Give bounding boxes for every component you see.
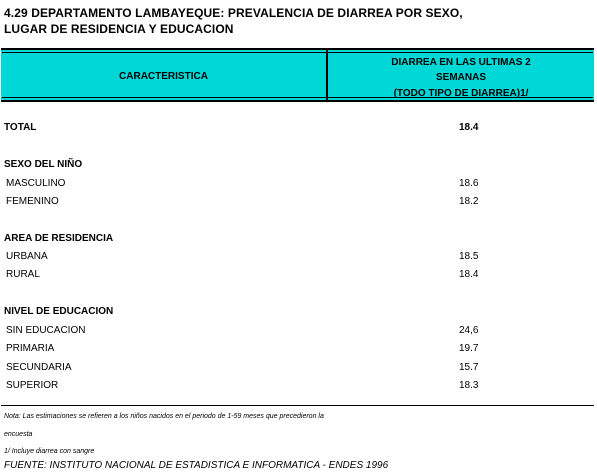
table-title-line2: LUGAR DE RESIDENCIA Y EDUCACION [4,22,234,36]
header-diarrea-line3: (TODO TIPO DE DIARREA)1/ [393,88,529,99]
sexo-row-label: FEMENINO [6,196,59,207]
note-line1: Nota: Las estimaciones se refieren a los niños nacidos en el periodo de 1-59 meses que precedieron la [4,413,324,420]
section-sexo-heading: SEXO DEL NIÑO [4,159,83,170]
sexo-row-value: 18.6 [459,178,479,189]
table-bottom-rule [1,405,594,406]
total-label: TOTAL [4,122,37,133]
educacion-row-value: 15.7 [459,362,479,373]
section-educacion-heading: NIVEL DE EDUCACION [4,306,114,317]
educacion-row-label: PRIMARIA [6,343,55,354]
residencia-row-label: URBANA [6,251,48,262]
table-title-line1: 4.29 DEPARTAMENTO LAMBAYEQUE: PREVALENCIA DE DIARREA POR SEXO, [4,6,463,20]
educacion-row-label: SIN EDUCACION [6,325,86,336]
header-diarrea-line1: DIARREA EN LAS ULTIMAS 2 [391,57,531,68]
note-line3: 1/ Incluye diarrea con sangre [4,448,95,455]
total-value: 18.4 [459,122,479,133]
residencia-row-value: 18.4 [459,269,479,280]
source-line: FUENTE: INSTITUTO NACIONAL DE ESTADISTICA E INFORMATICA - ENDES 1996 [4,460,389,471]
header-caracteristica: CARACTERISTICA [119,71,208,82]
educacion-row-value: 24,6 [459,325,479,336]
sexo-row-label: MASCULINO [6,178,66,189]
educacion-row-value: 18.3 [459,380,479,391]
educacion-row-value: 19.7 [459,343,479,354]
table-header [1,48,594,102]
header-inner-rule-top [2,52,593,53]
header-diarrea-line2: SEMANAS [435,72,486,83]
section-residencia-heading: AREA DE RESIDENCIA [4,233,114,244]
residencia-row-label: RURAL [6,269,40,280]
educacion-row-label: SUPERIOR [6,380,59,391]
sexo-row-value: 18.2 [459,196,479,207]
note-line2: encuesta [4,431,33,438]
residencia-row-value: 18.5 [459,251,479,262]
educacion-row-label: SECUNDARIA [6,362,72,373]
